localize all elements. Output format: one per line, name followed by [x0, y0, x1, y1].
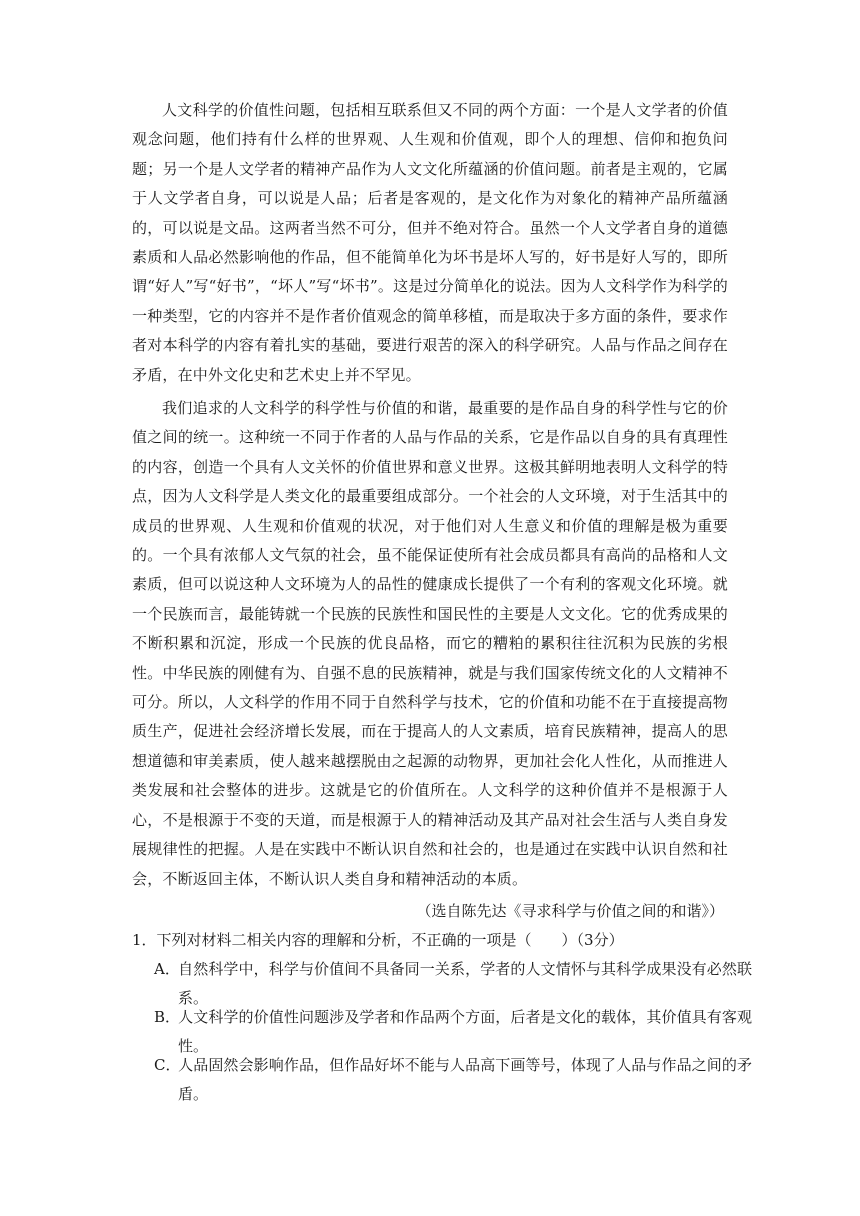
- question-stem: 1．下列对材料二相关内容的理解和分析，不正确的一项是（ ）（3分）: [132, 931, 624, 949]
- option-a-text: 自然科学中，科学与价值间不具备同一关系，学者的人文情怀与其科学成果没有必然联系。: [178, 960, 752, 1007]
- option-c-letter: C．: [154, 1056, 181, 1074]
- option-a-letter: A．: [154, 960, 180, 978]
- paragraph-1: 人文科学的价值性问题，包括相互联系但又不同的两个方面：一个是人文学者的价值观念问题，他们持有什么样的世界观、人生观和价值观，即个人的理想、信仰和抱负问题；另一个是人文学者的精神产品作为人文文化所蕴涵的价值问题。前者是主观的，它属于人文学者自身，可以说是人品；后者是客观的，是文化作为对象化的精神产品所蕴涵的，可以说是文品。这两者当然不可分，但并不绝对符合。虽然一个人文学者自身的道德素质和人品必然影响他的作品，但不能简单化为坏书是坏人写的，好书是好人写的，即所谓“好人”写“好书”，“坏人”写“坏书”。这是过分简单化的说法。因为人文科学作为科学的一种类型，它的内容并不是作者价值观念的简单移植，而是取决于多方面的条件，要求作者对本科学的内容有着扎实的基础，要进行艰苦的深入的科学研究。人品与作品之间存在矛盾，在中外文化史和艺术史上并不罕见。: [132, 101, 728, 384]
- option-c-text: 人品固然会影响作品，但作品好坏不能与人品高下画等号，体现了人品与作品之间的矛盾。: [178, 1056, 752, 1103]
- option-b-letter: B．: [154, 1008, 181, 1026]
- option-b-text: 人文科学的价值性问题涉及学者和作品两个方面，后者是文化的载体，其价值具有客观性。: [178, 1008, 752, 1055]
- source-citation: （选自陈先达《寻求科学与价值之间的和谐》）: [416, 902, 724, 920]
- paragraph-2: 我们追求的人文科学的科学性与价值的和谐，最重要的是作品自身的科学性与它的价值之间的统一。这种统一不同于作者的人品与作品的关系，它是作品以自身的具有真理性的内容，创造一个具有人文关怀的价值世界和意义世界。这极其鲜明地表明人文科学的特点，因为人文科学是人类文化的最重要组成部分。一个社会的人文环境，对于生活其中的成员的世界观、人生观和价值观的状况，对于他们对人生意义和价值的理解是极为重要的。一个具有浓郁人文气氛的社会，虽不能保证使所有社会成员都具有高尚的品格和人文素质，但可以说这种人文环境为人的品性的健康成长提供了一个有利的客观文化环境。就一个民族而言，最能铸就一个民族的民族性和国民性的主要是人文文化。它的优秀成果的不断积累和沉淀，形成一个民族的优良品格，而它的糟粕的累积往往沉积为民族的劣根性。中华民族的刚健有为、自强不息的民族精神，就是与我们国家传统文化的人文精神不可分。所以，人文科学的作用不同于自然科学与技术，它的价值和功能不在于直接提高物质生产，促进社会经济增长发展，而在于提高人的人文素质，培育民族精神，提高人的思想道德和审美素质，使人越来越摆脱由之起源的动物界，更加社会化人性化，从而推进人类发展和社会整体的进步。这就是它的价值所在。人文科学的这种价值并不是根源于人心，不是根源于不变的天道，而是根源于人的精神活动及其产品对社会生活与人类自身发展规律性的把握。人是在实践中不断认识自然和社会的，也是通过在实践中认识自然和社会，不断返回主体，不断认识人类自身和精神活动的本质。: [132, 399, 728, 888]
- option-c: [154, 1051, 752, 1109]
